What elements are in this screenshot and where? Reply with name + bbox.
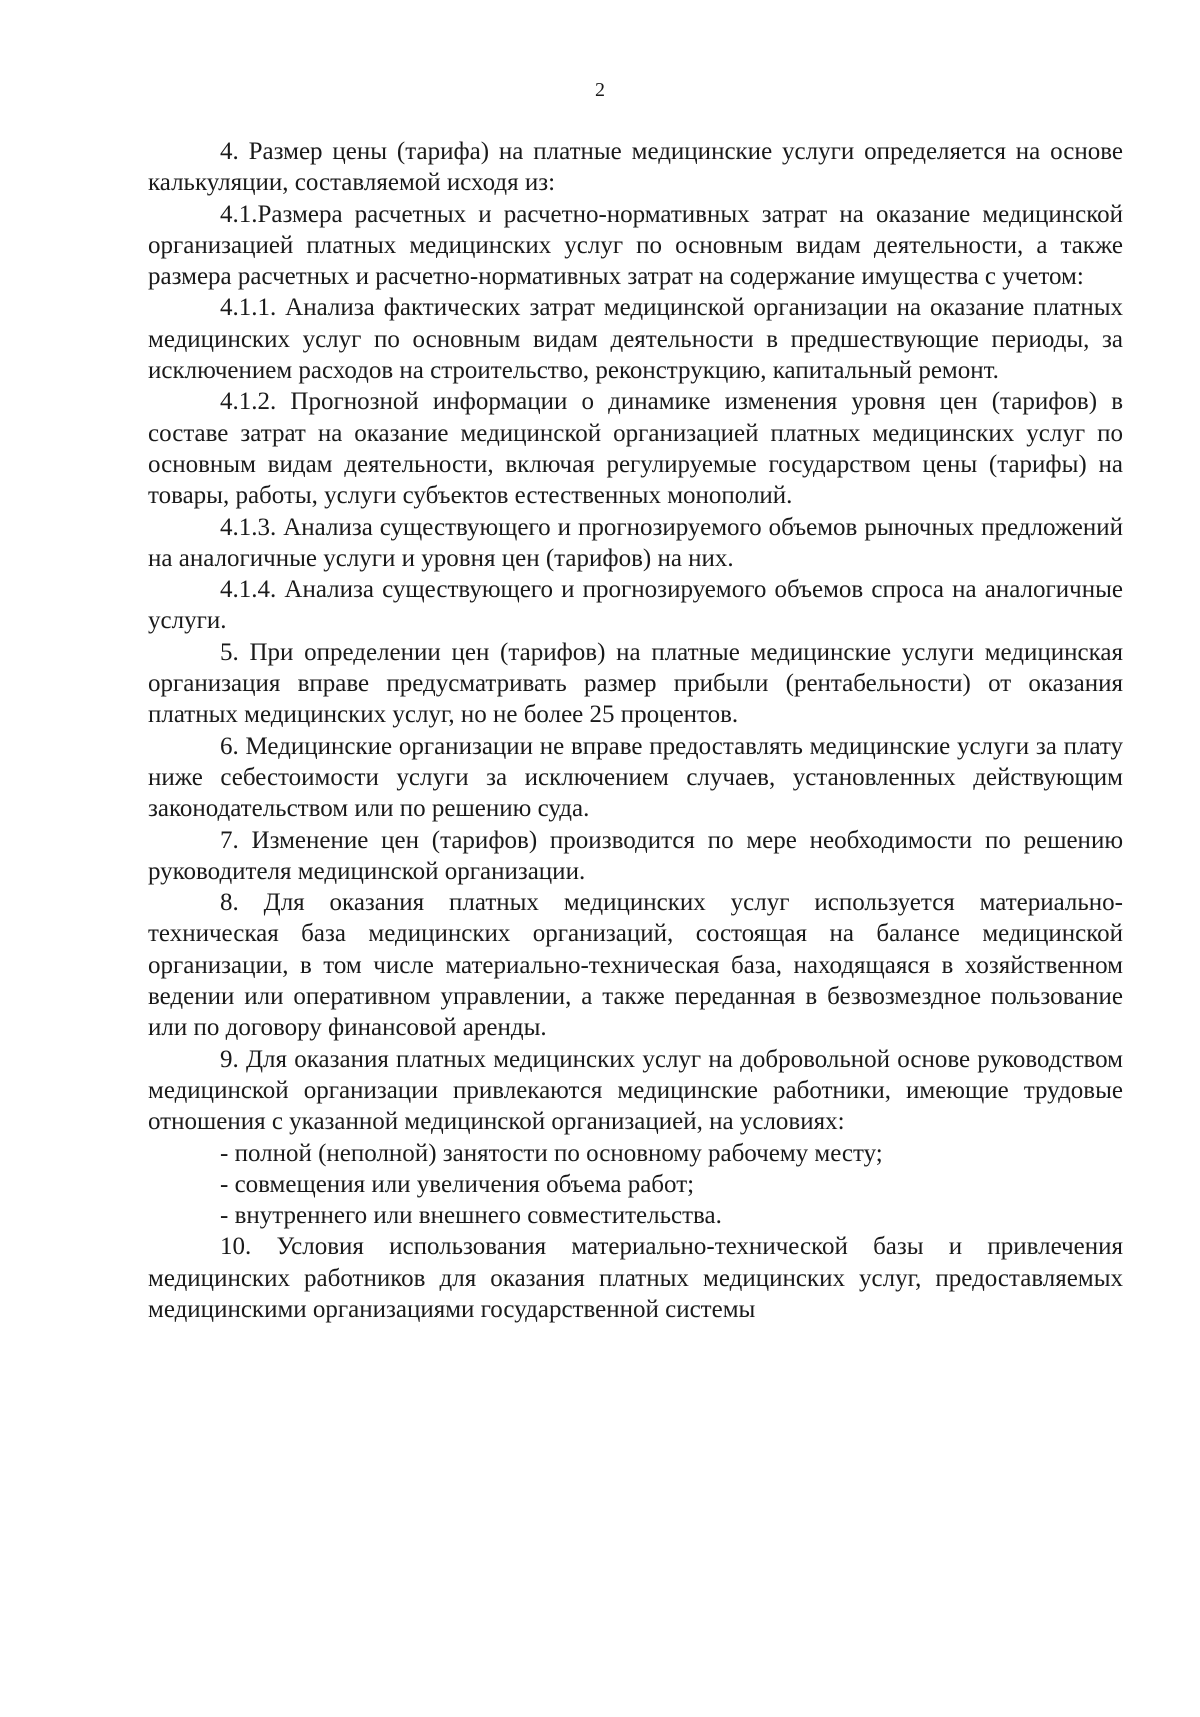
list-item-combination: - совмещения или увеличения объема работ; [220, 1170, 695, 1198]
paragraph-9: 9. Для оказания платных медицинских услуг на добровольной основе руководством медицинской организации привлекаются медицинские работники, имеющие трудовые отношения с указанной медицинской организацией, на условиях: [148, 1045, 1123, 1136]
list-item-part-time: - внутреннего или внешнего совместительства. [220, 1202, 722, 1230]
paragraph-4-1-3: 4.1.3. Анализа существующего и прогнозируемого объемов рыночных предложений на аналогичные услуги и уровня цен (тарифов) на них. [148, 513, 1123, 572]
paragraph-5: 5. При определении цен (тарифов) на платные медицинские услуги медицинская организация вправе предусматривать размер прибыли (рентабельности) от оказания платных медицинских услуг, но не более 25 процентов. [148, 638, 1123, 729]
paragraph-4-1-4: 4.1.4. Анализа существующего и прогнозируемого объемов спроса на аналогичные услуги. [148, 576, 1123, 635]
paragraph-4-1-2: 4.1.2. Прогнозной информации о динамике изменения уровня цен (тарифов) в составе затрат на оказание медицинской организацией платных медицинских услуг по основным видам деятельности, включая регулируемые государством цены (тарифы) на товары, работы, услуги субъектов естественных монополий. [148, 388, 1123, 510]
document-body [148, 136, 1123, 1325]
paragraph-8: 8. Для оказания платных медицинских услуг используется материально-техническая база медицинских организаций, состоящая на балансе медицинской организации, в том числе материально-техническая база, находящаяся в хозяйственном ведении или оперативном управлении, а также переданная в безвозмездное пользование или по договору финансовой аренды. [148, 889, 1123, 1042]
paragraph-4-1: 4.1.Размера расчетных и расчетно-нормативных затрат на оказание медицинской организацией платных медицинских услуг по основным видам деятельности, а также размера расчетных и расчетно-нормативных затрат на содержание имущества с учетом: [148, 200, 1123, 291]
paragraph-4-1-1: 4.1.1. Анализа фактических затрат медицинской организации на оказание платных медицинских услуг по основным видам деятельности в предшествующие периоды, за исключением расходов на строительство, реконструкцию, капитальный ремонт. [148, 294, 1123, 385]
list-item-employment-full-partial: - полной (неполной) занятости по основному рабочему месту; [220, 1139, 883, 1167]
paragraph-6: 6. Медицинские организации не вправе предоставлять медицинские услуги за плату ниже себестоимости услуги за исключением случаев, установленных действующим законодательством или по решению суда. [148, 732, 1123, 823]
paragraph-4: 4. Размер цены (тарифа) на платные медицинские услуги определяется на основе калькуляции, составляемой исходя из: [148, 138, 1123, 197]
page-number: 2 [595, 79, 605, 101]
paragraph-10: 10. Условия использования материально-технической базы и привлечения медицинских работников для оказания платных медицинских услуг, предоставляемых медицинскими организациями государственной системы [148, 1233, 1123, 1323]
paragraph-7: 7. Изменение цен (тарифов) производится по мере необходимости по решению руководителя медицинской организации. [148, 826, 1123, 885]
